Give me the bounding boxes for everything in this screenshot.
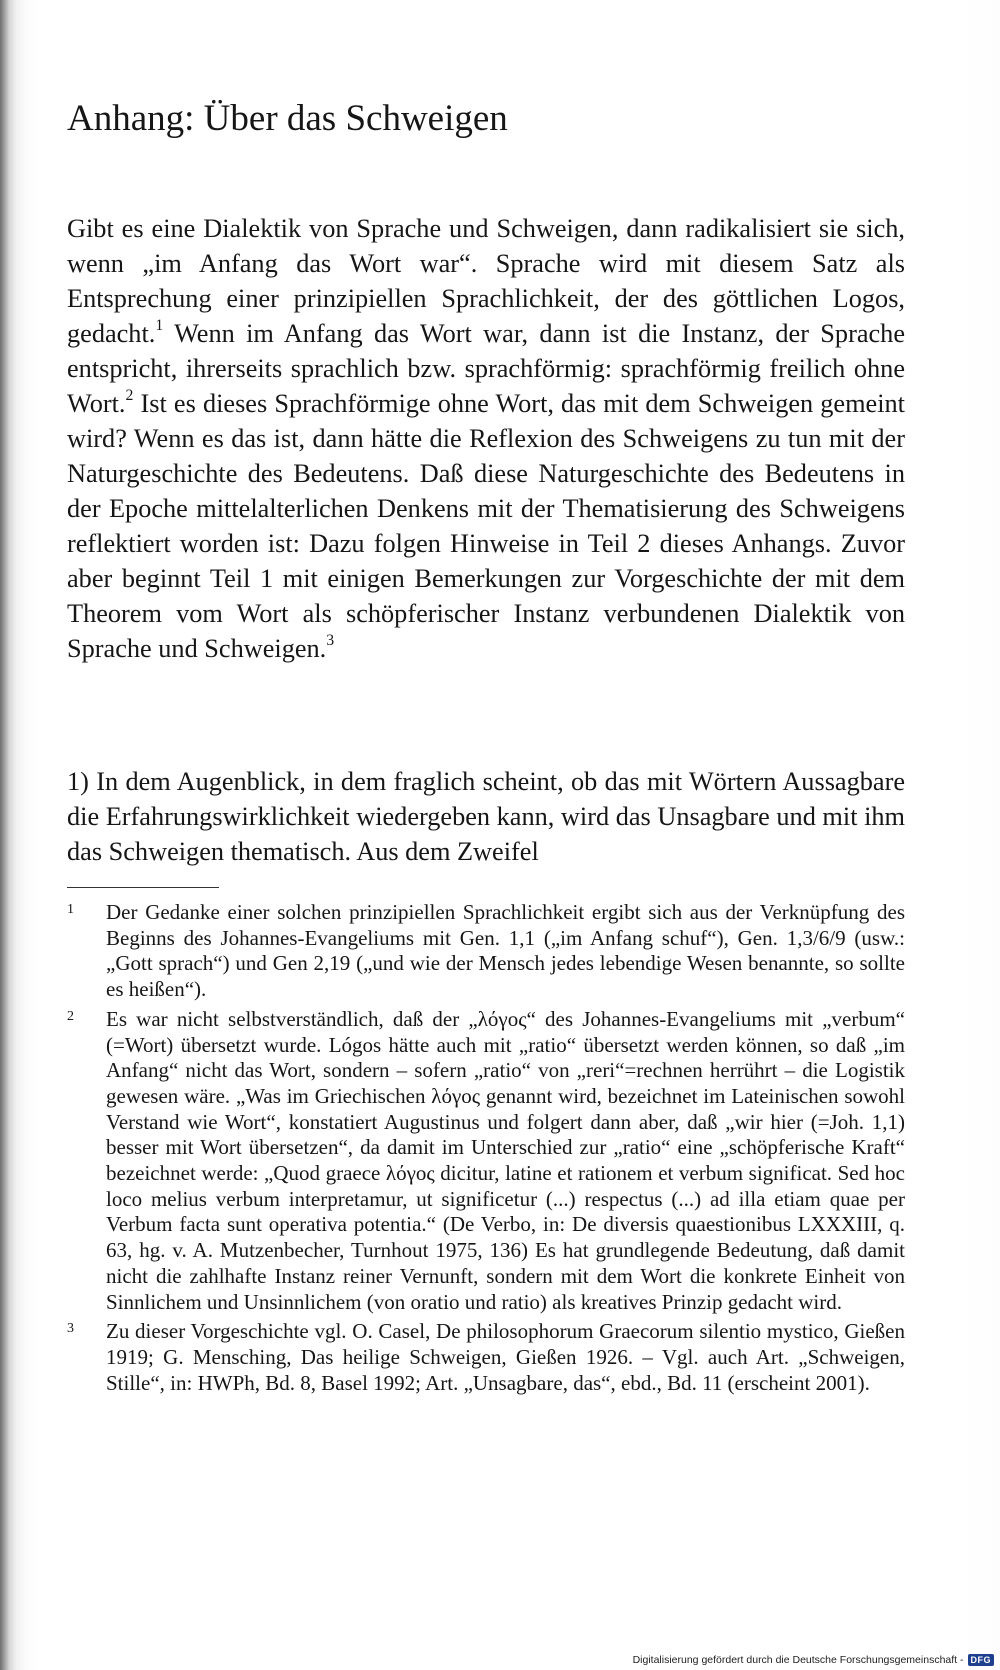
digitization-credit bbox=[633, 1654, 994, 1666]
paragraph-text: Gibt es eine Dialektik von Sprache und Schweigen, dann radikalisiert sie sich, wenn „im Anfang das Wort war“. Sprache wird mit diesem Satz als Entsprechung einer prinzipiellen Sprachlichkeit, der des göttlichen Logos, gedacht. bbox=[67, 214, 905, 348]
chapter-heading: Anhang: Über das Schweigen bbox=[67, 98, 508, 139]
dfg-logo: DFG bbox=[968, 1654, 995, 1666]
footnote-ref-3[interactable]: 3 bbox=[326, 632, 335, 650]
credit-text: Digitalisierung gefördert durch die Deutsche Forschungsgemeinschaft - bbox=[632, 1654, 964, 1666]
footnote-1 bbox=[67, 900, 905, 1003]
footnote-separator bbox=[67, 887, 219, 888]
footnote-text: Es war nicht selbstverständlich, daß der „λόγος“ des Johannes-Evangeliums mit „verbum“ (=Wort) übersetzt wurde. Lógos hätte auch mit „ratio“ übersetzt werden können, so daß „im Anfang“ nicht das Wort, sondern – sofern „ratio“ von „reri“=rechnen herrührt – die Logistik gewesen wäre. „Was im Griechischen λόγος genannt wird, bezeichnet im Lateinischen sowohl Verstand wie Wort“, konstatiert Augustinus und folgert dann aber, daß „wir hier (=Joh. 1,1) besser mit Wort übersetzen“, da damit im Unterschied zur „ratio“ eine „schöpferische Kraft“ bezeichnet werde: „Quod graece λόγος dicitur, latine et rationem et verbum significat. Sed hoc loco melius verbum interpretamur, ut significetur (...) respectus (...) ad illa etiam quae per Verbum facta sunt operativa potentia.“ (De Verbo, in: De diversis quaestionibus LXXXIII, q. 63, hg. v. A. Mutzenbecher, Turnhout 1975, 136) Es hat grundlegende Bedeutung, daß damit nicht die zahlhafte Instanz reiner Vernunft, sondern mit dem Wort die konkrete Einheit von Sinnlichem und Unsinnlichem (von oratio und ratio) als kreatives Prinzip gedacht wird. bbox=[106, 1006, 905, 1314]
footnote-ref-1[interactable]: 1 bbox=[155, 317, 164, 335]
paragraph-text: Ist es dieses Sprachförmige ohne Wort, das mit dem Schweigen gemeint wird? Wenn es das ist, dann hätte die Reflexion des Schweigens zu tun mit der Naturgeschichte des Bedeutens. Daß diese Naturgeschichte des Bedeutens in der Epoche mittelalterlichen Denkens mit der Thematisierung des Schweigens reflektiert worden ist: Dazu folgen Hinweise in Teil 2 dieses Anhangs. Zuvor aber beginnt Teil 1 mit einigen Bemerkungen zur Vorgeschichte der mit dem Theorem vom Wort als schöpferischer Instanz verbundenen Dialektik von Sprache und Schweigen. bbox=[67, 389, 905, 663]
footnotes bbox=[67, 900, 905, 1400]
footnote-text: Der Gedanke einer solchen prinzipiellen Sprachlichkeit ergibt sich aus der Verknüpfung des Beginns des Johannes-Evangeliums mit Gen. 1,1 („im Anfang schuf“), Gen. 1,3/6/9 (usw.: „Gott sprach“) und Gen 2,19 („und wie der Mensch jedes lebendige Wesen benannte, so sollte es heißen“). bbox=[106, 900, 905, 1002]
footnote-number: 3 bbox=[67, 1321, 74, 1337]
body-paragraph-2: 1) In dem Augenblick, in dem fraglich scheint, ob das mit Wörtern Aussagbare die Erfahrungswirklichkeit wiedergeben kann, wird das Unsagbare und mit ihm das Schweigen thematisch. Aus dem Zweifel bbox=[67, 767, 905, 866]
body-paragraph-1 bbox=[67, 211, 905, 666]
footnote-text: Zu dieser Vorgeschichte vgl. O. Casel, De philosophorum Graecorum silentio mystico, Gießen 1919; G. Mensching, Das heilige Schweigen, Gießen 1926. – Vgl. auch Art. „Schweigen, Stille“, in: HWPh, Bd. 8, Basel 1992; Art. „Unsagbare, das“, ebd., Bd. 11 (erscheint 2001). bbox=[106, 1319, 905, 1395]
paragraph-text: Wenn im Anfang das Wort war, dann ist die Instanz, der Sprache entspricht, ihrerseits sprachlich bzw. sprachförmig: sprachförmig freilich ohne Wort. bbox=[67, 319, 905, 418]
footnote-3 bbox=[67, 1319, 905, 1396]
footnote-2 bbox=[67, 1007, 905, 1315]
footnote-number: 2 bbox=[67, 1008, 74, 1024]
footnote-number: 1 bbox=[67, 902, 74, 917]
footnote-ref-2[interactable]: 2 bbox=[125, 387, 134, 405]
